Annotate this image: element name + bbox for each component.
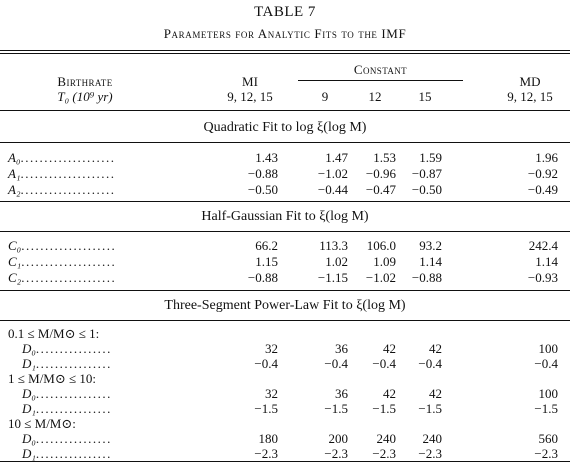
table-cell: −2.3	[254, 446, 278, 461]
table-cell: 36	[335, 341, 348, 356]
constant-rule	[298, 80, 463, 81]
row-symbol: C₂	[8, 270, 22, 285]
table-cell: 32	[265, 386, 278, 401]
table-title: TABLE 7	[254, 4, 316, 20]
row-symbol: A₂	[8, 182, 21, 197]
table-cell: −1.5	[534, 401, 558, 416]
leader-dots: ................	[35, 341, 112, 356]
row-symbol: C₀	[8, 238, 22, 253]
leader-dots: ....................	[20, 182, 116, 197]
table-cell: 1.59	[419, 150, 442, 165]
table-cell: −2.3	[418, 446, 442, 461]
row-symbol: C₁	[8, 254, 22, 269]
table-cell: 560	[538, 431, 558, 446]
row-label	[8, 270, 116, 286]
table-cell: −1.02	[365, 270, 396, 285]
constant-col-15: 15	[418, 89, 432, 104]
row-symbol: D₀	[22, 341, 36, 356]
gaussian-end-rule	[0, 290, 570, 291]
leader-dots: ................	[35, 386, 112, 401]
table-cell: 1.15	[255, 254, 278, 269]
mi-subheader: 9, 12, 15	[227, 89, 273, 104]
row-symbol: D₀	[22, 386, 36, 401]
table-cell: −1.15	[317, 270, 348, 285]
table-cell: −1.5	[372, 401, 396, 416]
table-cell: −2.3	[534, 446, 558, 461]
table-cell: 100	[538, 386, 558, 401]
constant-col-12: 12	[368, 89, 382, 104]
table-cell: 1.47	[325, 150, 348, 165]
row-symbol: D₁	[22, 446, 36, 461]
leader-dots: ....................	[21, 270, 117, 285]
row-symbol: D₁	[22, 356, 36, 371]
table-cell: 42	[429, 341, 442, 356]
table-cell: −0.44	[317, 182, 348, 197]
birthrate-header: Birthrate	[57, 74, 113, 89]
leader-dots: ....................	[21, 254, 117, 269]
row-label	[8, 254, 116, 270]
table-cell: −0.4	[324, 356, 348, 371]
leader-dots: ................	[35, 446, 112, 461]
table-cell: −0.4	[254, 356, 278, 371]
leader-dots: ....................	[20, 150, 116, 165]
table-cell: −0.88	[247, 166, 278, 181]
table-cell: −0.50	[247, 182, 278, 197]
table-cell: 1.09	[373, 254, 396, 269]
table-cell: −1.02	[317, 166, 348, 181]
row-label	[22, 431, 112, 447]
row-symbol: A₀	[8, 150, 21, 165]
leader-dots: ....................	[20, 166, 116, 181]
table-cell: 42	[429, 386, 442, 401]
row-label	[22, 356, 112, 372]
table-cell: 1.43	[255, 150, 278, 165]
row-symbol: A₁	[8, 166, 21, 181]
table-cell: −0.92	[527, 166, 558, 181]
row-label	[22, 446, 112, 462]
header-rule	[0, 110, 570, 111]
section-power-law: Three-Segment Power-Law Fit to ξ(log M)	[164, 298, 406, 313]
table-cell: −0.4	[418, 356, 442, 371]
table-cell: 106.0	[366, 238, 396, 253]
table-cell: 240	[422, 431, 442, 446]
table-cell: 1.14	[535, 254, 558, 269]
table-cell: −2.3	[324, 446, 348, 461]
row-symbol: D₁	[22, 401, 36, 416]
md-header: MD	[519, 74, 541, 89]
section-quadratic: Quadratic Fit to log ξ(log M)	[203, 120, 367, 135]
constant-header: Constant	[353, 62, 408, 77]
table-cell: −1.5	[418, 401, 442, 416]
row-label	[8, 238, 116, 254]
table-cell: 1.96	[535, 150, 558, 165]
row-label	[22, 386, 112, 402]
table-cell: −1.5	[324, 401, 348, 416]
table-cell: 242.4	[528, 238, 558, 253]
table-cell: 180	[258, 431, 278, 446]
quadratic-rule	[0, 142, 570, 143]
table-cell: 42	[383, 341, 396, 356]
table-cell: −0.4	[534, 356, 558, 371]
table-cell: −0.47	[365, 182, 396, 197]
table-subtitle: Parameters for Analytic Fits to the IMF	[163, 26, 407, 41]
table-cell: 32	[265, 341, 278, 356]
row-label	[8, 150, 115, 166]
section-half-gaussian: Half-Gaussian Fit to ξ(log M)	[201, 209, 369, 224]
md-subheader: 9, 12, 15	[507, 89, 553, 104]
table-cell: 240	[376, 431, 396, 446]
table-cell: −0.4	[372, 356, 396, 371]
row-label	[22, 341, 112, 357]
leader-dots: ....................	[21, 238, 117, 253]
table-cell: 1.02	[325, 254, 348, 269]
table-cell: 113.3	[319, 238, 348, 253]
constant-col-9: 9	[321, 89, 329, 104]
table-cell: −0.88	[247, 270, 278, 285]
table-cell: 36	[335, 386, 348, 401]
table-cell: 42	[383, 386, 396, 401]
table-cell: 66.2	[255, 238, 278, 253]
table-cell: −1.5	[254, 401, 278, 416]
table-cell: 1.53	[373, 150, 396, 165]
table-cell: 93.2	[419, 238, 442, 253]
table-cell: −0.49	[527, 182, 558, 197]
power-law-range: 1 ≤ M/M⊙ ≤ 10:	[8, 371, 97, 386]
row-label	[8, 182, 115, 198]
table-cell: −2.3	[372, 446, 396, 461]
top-double-rule	[0, 50, 570, 54]
table-cell: 100	[538, 341, 558, 356]
quadratic-end-rule	[0, 201, 570, 202]
table-cell: −0.50	[411, 182, 442, 197]
leader-dots: ................	[35, 431, 112, 446]
row-label	[22, 401, 112, 417]
power-law-range: 10 ≤ M/M⊙:	[8, 416, 76, 431]
power-law-range: 0.1 ≤ M/M⊙ ≤ 1:	[8, 326, 100, 341]
table-cell: −0.93	[527, 270, 558, 285]
table-cell: 1.14	[419, 254, 442, 269]
row-label	[8, 166, 115, 182]
table-cell: −0.88	[411, 270, 442, 285]
gaussian-rule	[0, 231, 570, 232]
row-symbol: D₀	[22, 431, 36, 446]
mi-header: MI	[242, 74, 258, 89]
t0-header: T₀ (10⁹ yr)	[57, 89, 113, 104]
table-cell: −0.87	[411, 166, 442, 181]
bottom-rule	[0, 461, 570, 462]
leader-dots: ................	[35, 401, 112, 416]
leader-dots: ................	[35, 356, 112, 371]
table-cell: −0.96	[365, 166, 396, 181]
power-law-rule	[0, 320, 570, 321]
table-cell: 200	[328, 431, 348, 446]
